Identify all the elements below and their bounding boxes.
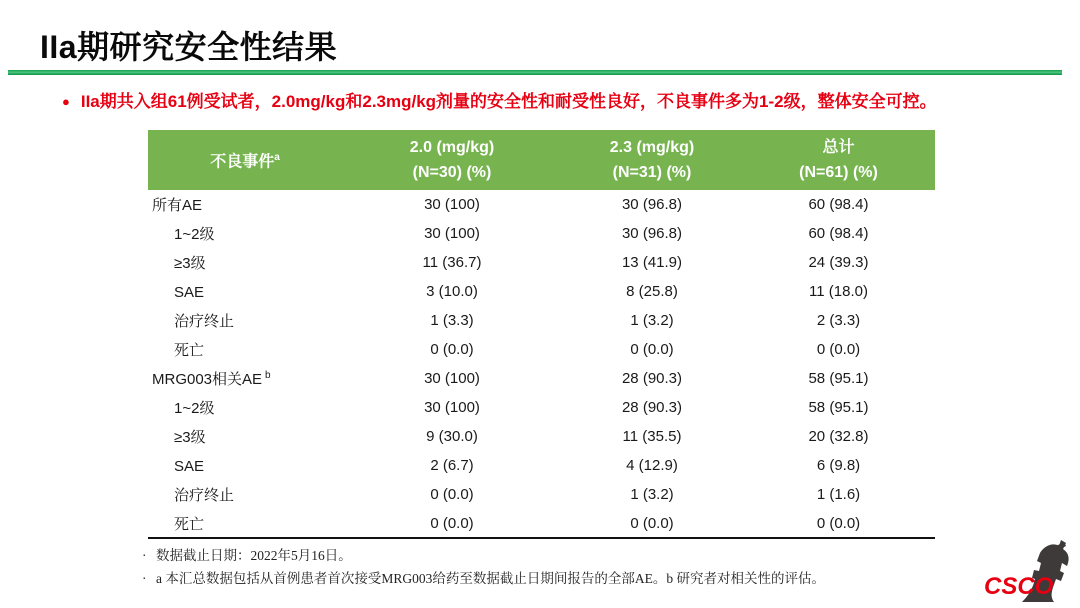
cell-dose-2-3: 13 (41.9) (621, 254, 683, 271)
cell-dose-2-3: 4 (12.9) (626, 457, 678, 474)
title-underline-rule (8, 70, 1062, 75)
table-row (148, 451, 935, 480)
row-label: ≥3级 (174, 429, 206, 446)
row-label: 所有AE (152, 197, 203, 214)
cell-dose-2-0: 3 (10.0) (426, 283, 478, 300)
cell-total: 58 (95.1) (808, 370, 869, 387)
cell-total: 60 (98.4) (808, 225, 869, 242)
footnote-list (142, 544, 902, 590)
footnote-ref-b: b (265, 370, 271, 381)
table-row (148, 248, 935, 277)
col-header-label: 总计 (822, 139, 855, 156)
footnote-bullet-icon: · (142, 548, 147, 563)
cell-dose-2-0: 30 (100) (424, 196, 480, 213)
cell-total: 2 (3.3) (816, 312, 861, 329)
great-wall-icon (984, 540, 1076, 604)
cell-dose-2-0: 2 (6.7) (430, 457, 474, 474)
footnote-text: 数据截止日期：2022年5月16日。 (156, 548, 352, 563)
cell-dose-2-3: 8 (25.8) (626, 283, 678, 300)
table-row (148, 364, 935, 393)
col-header-n: (N=61) (%) (799, 164, 878, 181)
cell-total: 6 (9.8) (816, 457, 861, 474)
bullet-icon: ● (62, 94, 70, 109)
csco-logo (984, 540, 1076, 604)
row-label: SAE (174, 283, 205, 301)
footnote-text: a 本汇总数据包括从首例患者首次接受MRG003给药至数据截止日期间报告的全部AE。b 研究者对相关性的评估。 (156, 571, 825, 586)
col-header-n: (N=30) (%) (412, 164, 492, 181)
row-label: SAE (174, 457, 205, 475)
cell-dose-2-3: 1 (3.2) (630, 312, 674, 329)
table-header-row (148, 130, 935, 190)
cell-total: 1 (1.6) (816, 486, 861, 503)
key-point-line (62, 90, 1062, 114)
row-label: 治疗终止 (174, 313, 235, 330)
cell-dose-2-3: 0 (0.0) (630, 341, 674, 358)
cell-dose-2-0: 0 (0.0) (430, 514, 474, 532)
footnote-ab-definitions (142, 567, 902, 590)
col-header-dose-2-3 (562, 130, 742, 190)
cell-dose-2-0: 11 (36.7) (422, 254, 482, 271)
cell-dose-2-0: 30 (100) (424, 225, 480, 242)
table-row (148, 306, 935, 335)
cell-total: 24 (39.3) (808, 254, 869, 271)
cell-total: 11 (18.0) (809, 283, 868, 300)
table-row (148, 480, 935, 509)
row-label: 1~2级 (174, 400, 215, 417)
footnote-data-cutoff (142, 544, 902, 567)
table-row (148, 190, 935, 219)
cell-dose-2-0: 9 (30.0) (426, 428, 478, 445)
row-label: 死亡 (174, 515, 205, 533)
footnote-ref-a: a (274, 152, 280, 164)
cell-total: 60 (98.4) (808, 196, 869, 213)
cell-total: 20 (32.8) (808, 428, 869, 445)
table-row (148, 393, 935, 422)
cell-total: 0 (0.0) (816, 341, 861, 358)
footnote-bullet-icon: · (142, 571, 147, 586)
table-row (148, 277, 935, 306)
key-point-text: IIa期共入组61例受试者，2.0mg/kg和2.3mg/kg剂量的安全性和耐受性良好，不良事件多为1-2级，整体安全可控。 (80, 92, 937, 111)
cell-dose-2-3: 30 (96.8) (621, 196, 683, 213)
table-row (148, 335, 935, 364)
col-header-adverse-event (148, 130, 342, 190)
cell-dose-2-0: 1 (3.3) (430, 312, 474, 329)
row-label: 治疗终止 (174, 487, 235, 504)
col-header-label: 2.0 (mg/kg) (409, 139, 495, 156)
row-label: 死亡 (174, 342, 205, 359)
cell-total: 0 (0.0) (816, 514, 861, 532)
col-header-dose-2-0 (342, 130, 562, 190)
cell-dose-2-3: 1 (3.2) (630, 486, 674, 503)
cell-dose-2-3: 28 (90.3) (621, 370, 683, 387)
page-title: IIa期研究安全性结果 (40, 29, 338, 65)
table-row (148, 422, 935, 451)
col-header-n: (N=31) (%) (612, 164, 692, 181)
cell-dose-2-3: 28 (90.3) (621, 399, 683, 416)
cell-dose-2-3: 30 (96.8) (621, 225, 683, 242)
csco-logo-text: CSCO (984, 573, 1054, 600)
row-label: MRG003相关AE $^b$ (152, 370, 271, 388)
col-header-label: 不良事件 (210, 153, 275, 171)
cell-dose-2-0: 30 (100) (424, 399, 480, 416)
table-row (148, 219, 935, 248)
cell-dose-2-3: 0 (0.0) (630, 514, 674, 532)
cell-dose-2-0: 30 (100) (424, 370, 480, 387)
cell-dose-2-0: 0 (0.0) (430, 341, 474, 358)
col-header-label: 2.3 (mg/kg) (609, 139, 695, 156)
cell-dose-2-3: 11 (35.5) (622, 428, 682, 445)
adverse-events-table (148, 130, 935, 539)
table-row (148, 509, 935, 538)
row-label: 1~2级 (174, 226, 215, 243)
row-label: ≥3级 (174, 255, 206, 272)
cell-total: 58 (95.1) (808, 399, 869, 416)
col-header-total (742, 130, 935, 190)
cell-dose-2-0: 0 (0.0) (430, 486, 474, 503)
